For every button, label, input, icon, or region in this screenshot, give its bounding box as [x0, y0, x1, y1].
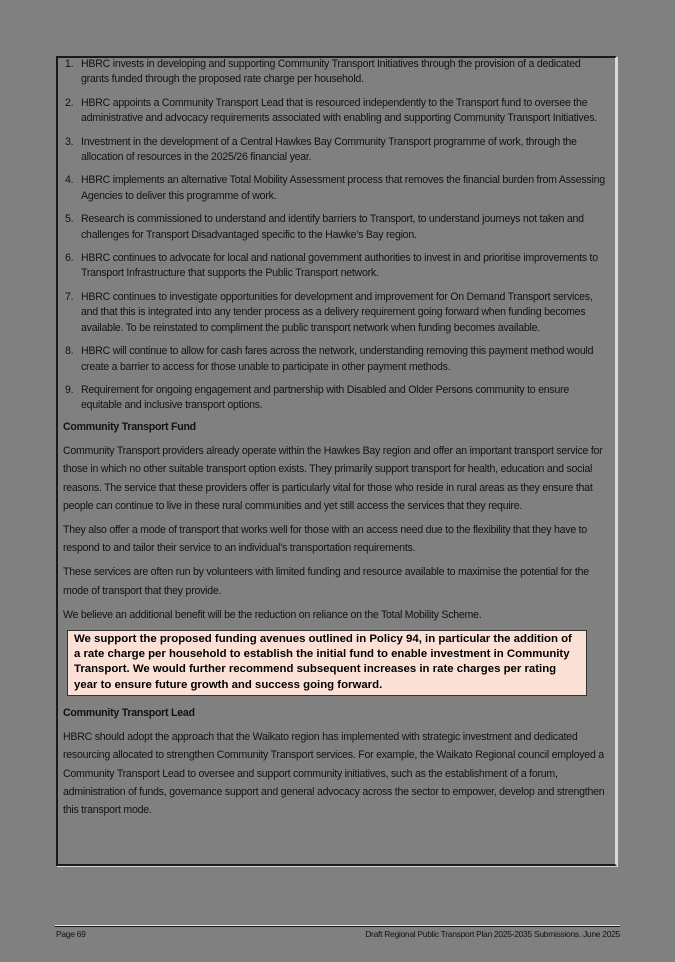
fund-paragraph: We believe an additional benefit will be the reduction on reliance on the Total Mobility Scheme.	[63, 608, 482, 621]
list-number: 5.	[65, 213, 74, 226]
list-number: 7.	[65, 290, 74, 303]
list-item-text: Requirement for ongoing engagement and partnership with Disabled and Older Persons community to ensure equitable and inclusive transport options.	[81, 383, 570, 412]
list-number: 3.	[65, 135, 74, 148]
section-heading-lead: Community Transport Lead	[63, 706, 195, 719]
section-heading-fund: Community Transport Fund	[63, 420, 196, 433]
list-item	[63, 135, 611, 166]
list-item-text: HBRC continues to investigate opportunities for development and improvement for On Demand Transport services, and that this is integrated into any tender process as a delivery requirement going forward when funding becomes available. To be reinstated to compliment the public transport network when funding becomes available.	[81, 290, 593, 334]
list-item-text: Investment in the development of a Central Hawkes Bay Community Transport programme of work, through the allocation of resources in the 2025/26 financial year.	[81, 135, 577, 164]
list-number: 8.	[65, 345, 74, 358]
list-item	[63, 57, 611, 88]
document-title: Draft Regional Public Transport Plan 2025-2035 Submissions. June 2025	[365, 929, 620, 939]
callout-box: We support the proposed funding avenues outlined in Policy 94, in particular the addition of a rate charge per household to establish the initial fund to enable investment in Community Transport. We would further recommend subsequent increases in rate charges per rating year to ensure future growth and success going forward.	[67, 630, 587, 696]
list-item-text: HBRC invests in developing and supporting Community Transport Initiatives through the provision of a dedicated grants funded through the proposed rate charge per household.	[81, 58, 581, 86]
list-item	[63, 344, 611, 375]
list-number: 6.	[65, 252, 74, 265]
list-item	[63, 96, 611, 127]
fund-paragraph: These services are often run by volunteers with limited funding and resource available to maximise the potential for the mode of transport that they provide.	[63, 566, 589, 597]
list-item	[63, 383, 611, 414]
page-content	[63, 57, 611, 819]
list-number: 4.	[65, 174, 74, 187]
list-number: 1.	[65, 58, 74, 70]
list-number: 9.	[65, 383, 74, 396]
list-item	[63, 290, 611, 336]
list-item-text: HBRC will continue to allow for cash fares across the network, understanding removing this payment method would create a barrier to access for those unable to participate in other payment methods.	[81, 345, 594, 373]
lead-paragraph: HBRC should adopt the approach that the Waikato region has implemented with strategic investment and dedicated resourcing allocated to strengthen Community Transport services. For example, the Waikato Regional council employed a Community Transport Lead to oversee and support community initiatives, such as the establishment of a forum, administration of funds, governance support and general advocacy across the sector to empower, develop and strengthen this transport mode.	[63, 731, 605, 816]
list-item-text: HBRC continues to advocate for local and national government authorities to invest in and prioritise improvements to Transport Infrastructure that supports the Public Transport network.	[81, 252, 598, 280]
fund-paragraph: They also offer a mode of transport that works well for those with an access need due to the flexibility that they have to respond to and tailor their service to an individual's transportation requirements.	[63, 523, 588, 555]
list-item-text: HBRC appoints a Community Transport Lead that is resourced independently to the Transport fund to oversee the administrative and advocacy requirements associated with enabling and supporting Community Transport Initiatives.	[81, 96, 597, 125]
requirements-list	[63, 57, 611, 414]
list-item	[63, 173, 611, 204]
list-item-text: HBRC implements an alternative Total Mobility Assessment process that removes the financial burden from Assessing Agencies to deliver this programme of work.	[81, 174, 605, 202]
fund-paragraph: Community Transport providers already operate within the Hawkes Bay region and offer an important transport service for those in which no other suitable transport option exists. They primarily support transport for health, education and social reasons. The service that these providers offer is particularly vital for those who reside in rural areas as they ensure that people can continue to live in these rural communities and yet still access the services that they require.	[63, 445, 603, 512]
list-item	[63, 251, 611, 282]
footer-divider	[55, 925, 620, 927]
list-item	[63, 212, 611, 243]
page-number: Page 69	[56, 929, 86, 939]
list-number: 2.	[65, 96, 74, 109]
list-item-text: Research is commissioned to understand and identify barriers to Transport, to understand journeys not taken and challenges for Transport Disadvantaged specific to the Hawke's Bay region.	[81, 213, 584, 241]
